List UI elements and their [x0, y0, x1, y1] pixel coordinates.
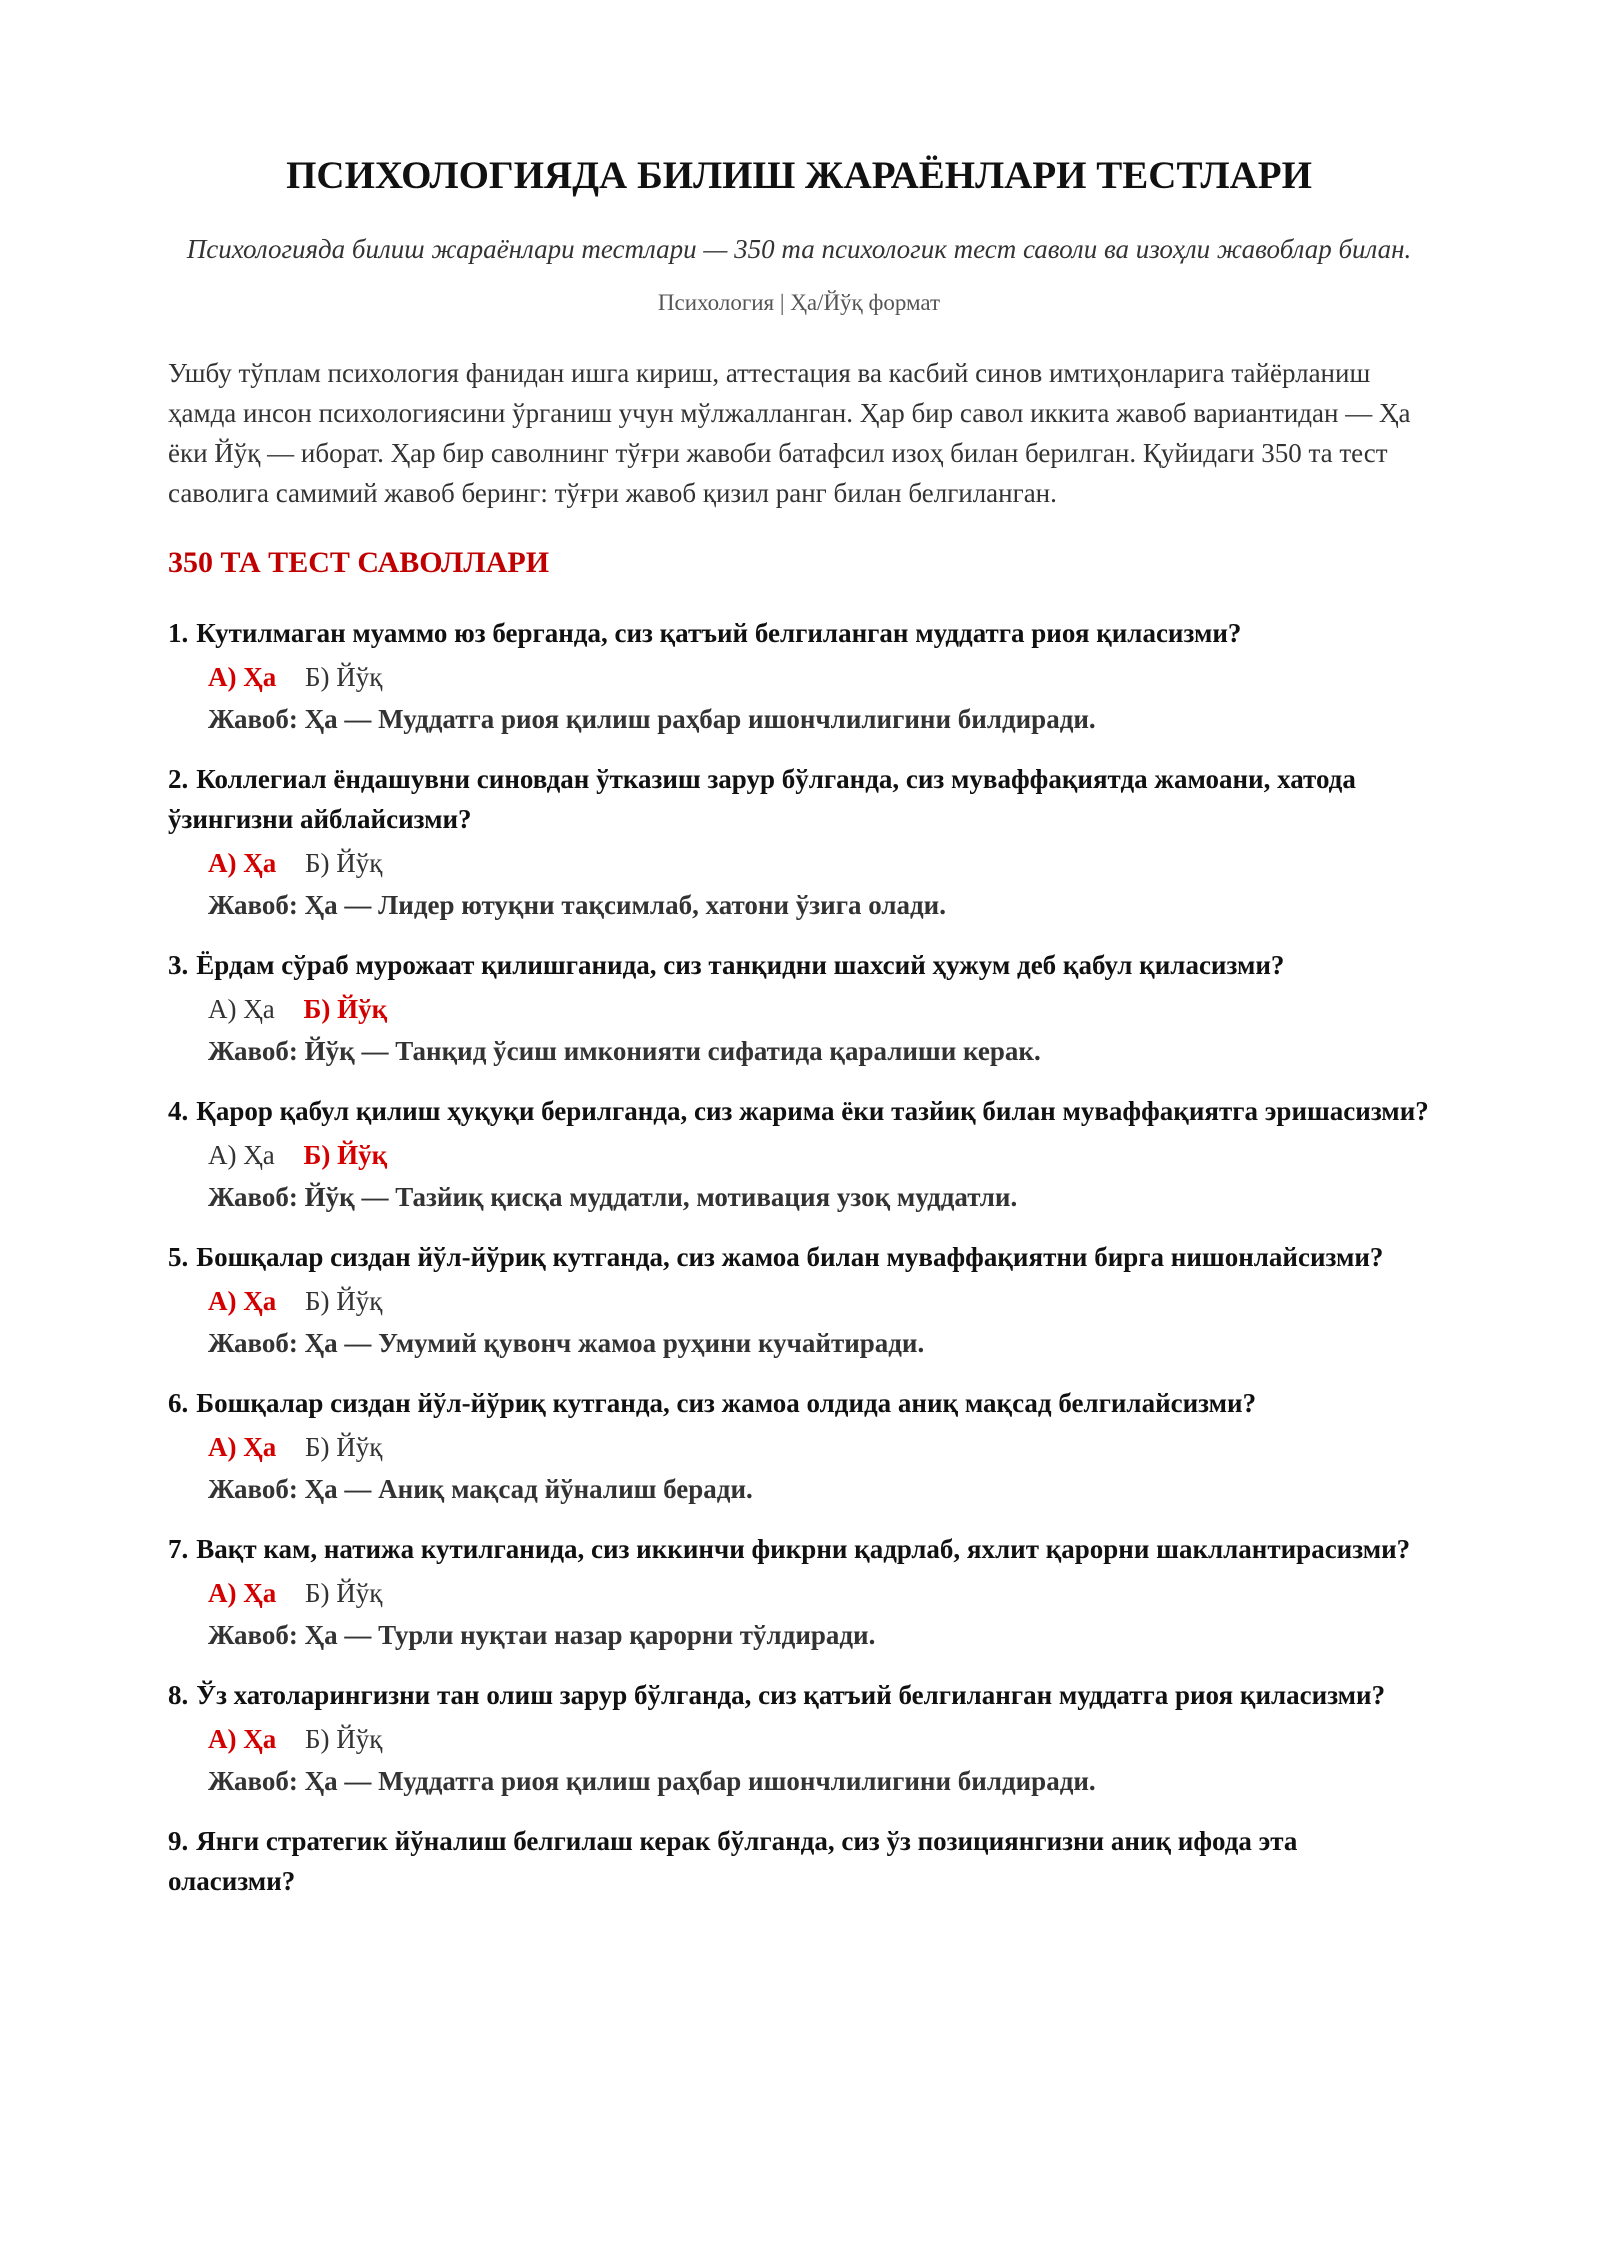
question-text [168, 1237, 1430, 1277]
document-subtitle: Психологияда билиш жараёнлари тестлари — 350 та психологик тест саволи ва изоҳли жавоблар билан. [186, 234, 1412, 264]
question-number: 5. [168, 1242, 189, 1272]
option-a[interactable]: А) Ҳа [208, 662, 277, 692]
answer-explanation: Жавоб: Ҳа — Муддатга риоя қилиш раҳбар ишончлилигини билдиради. [208, 1766, 1096, 1796]
question-text [168, 1675, 1430, 1715]
answer-options [208, 1135, 1430, 1175]
option-b[interactable]: Б) Йўқ [305, 848, 383, 878]
intro-paragraph: Ушбу тўплам психология фанидан ишга кириш, аттестация ва касбий синов имтиҳонларига тайёрланиш ҳамда инсон психологиясини ўрганиш учун мўлжалланган. Ҳар бир савол иккита жавоб вариантидан — Ҳа ёки Йўқ — иборат. Ҳар бир саволнинг тўғри жавоби батафсил изоҳ билан берилган. Қуйидаги 350 та тест саволига самимий жавоб беринг: тўғри жавоб қизил ранг билан белгиланган. [168, 358, 1411, 508]
option-b[interactable]: Б) Йўқ [305, 1578, 383, 1608]
question-number: 6. [168, 1388, 189, 1418]
answer-options [208, 657, 1430, 697]
option-a[interactable]: А) Ҳа [208, 994, 275, 1024]
question-text [168, 1091, 1430, 1131]
document-meta: Психология | Ҳа/Йўқ формат [657, 290, 941, 315]
question-number: 4. [168, 1096, 189, 1126]
question-item [168, 1383, 1430, 1509]
option-a[interactable]: А) Ҳа [208, 1286, 277, 1316]
question-body: Янги стратегик йўналиш белгилаш керак бўлганда, сиз ўз позициянгизни аниқ ифода эта оласизми? [168, 1826, 1298, 1896]
question-body: Бошқалар сиздан йўл-йўриқ кутганда, сиз жамоа билан муваффақиятни бирга нишонлайсизми? [196, 1242, 1384, 1272]
question-number: 8. [168, 1680, 189, 1710]
question-number: 2. [168, 764, 189, 794]
question-item [168, 1529, 1430, 1655]
question-text [168, 759, 1430, 839]
document-title: ПСИХОЛОГИЯДА БИЛИШ ЖАРАЁНЛАРИ ТЕСТЛАРИ [286, 154, 1312, 197]
answer-options [208, 1427, 1430, 1467]
option-a[interactable]: А) Ҳа [208, 1578, 277, 1608]
option-a[interactable]: А) Ҳа [208, 1724, 277, 1754]
question-body: Кутилмаган муаммо юз берганда, сиз қатъий белгиланган муддатга риоя қиласизми? [196, 618, 1242, 648]
question-item [168, 1675, 1430, 1801]
answer-options [208, 1573, 1430, 1613]
question-body: Ўз хатоларингизни тан олиш зарур бўлганда, сиз қатъий белгиланган муддатга риоя қиласизми? [196, 1680, 1386, 1710]
question-text [168, 945, 1430, 985]
question-item [168, 945, 1430, 1071]
question-number: 7. [168, 1534, 189, 1564]
question-number: 9. [168, 1826, 189, 1856]
answer-explanation: Жавоб: Йўқ — Танқид ўсиш имконияти сифатида қаралиши керак. [208, 1036, 1041, 1066]
document-page [168, 150, 1430, 1921]
question-body: Қарор қабул қилиш ҳуқуқи берилганда, сиз жарима ёки тазйиқ билан муваффақиятга эришасизми? [196, 1096, 1429, 1126]
answer-explanation: Жавоб: Ҳа — Муддатга риоя қилиш раҳбар ишончлилигини билдиради. [208, 704, 1096, 734]
answer-explanation: Жавоб: Ҳа — Лидер ютуқни тақсимлаб, хатони ўзига олади. [208, 890, 946, 920]
question-text [168, 1383, 1430, 1423]
answer-options [208, 1281, 1430, 1321]
answer-explanation: Жавоб: Ҳа — Турли нуқтаи назар қарорни тўлдиради. [208, 1620, 876, 1650]
option-b[interactable]: Б) Йўқ [305, 1432, 383, 1462]
question-body: Бошқалар сиздан йўл-йўриқ кутганда, сиз жамоа олдида аниқ мақсад белгилайсизми? [196, 1388, 1257, 1418]
question-body: Ёрдам сўраб мурожаат қилишганида, сиз танқидни шахсий ҳужум деб қабул қиласизми? [196, 950, 1285, 980]
question-body: Коллегиал ёндашувни синовдан ўтказиш зарур бўлганда, сиз муваффақиятда жамоани, хатода ўзингизни айблайсизми? [168, 764, 1356, 834]
answer-options [208, 1719, 1430, 1759]
question-item [168, 1091, 1430, 1217]
answer-explanation: Жавоб: Ҳа — Аниқ мақсад йўналиш беради. [208, 1474, 753, 1504]
answer-explanation: Жавоб: Йўқ — Тазйиқ қисқа муддатли, мотивация узоқ муддатли. [208, 1182, 1018, 1212]
question-item [168, 1237, 1430, 1363]
option-a[interactable]: А) Ҳа [208, 1140, 275, 1170]
question-text [168, 613, 1430, 653]
option-a[interactable]: А) Ҳа [208, 848, 277, 878]
question-item [168, 1821, 1430, 1901]
question-text [168, 1821, 1430, 1901]
answer-options [208, 989, 1430, 1029]
question-text [168, 1529, 1430, 1569]
question-item [168, 759, 1430, 925]
section-heading: 350 ТА ТЕСТ САВОЛЛАРИ [168, 546, 550, 579]
question-number: 1. [168, 618, 189, 648]
option-a[interactable]: А) Ҳа [208, 1432, 277, 1462]
option-b[interactable]: Б) Йўқ [305, 1286, 383, 1316]
option-b[interactable]: Б) Йўқ [305, 662, 383, 692]
answer-options [208, 843, 1430, 883]
question-list [168, 613, 1430, 1901]
question-body: Вақт кам, натижа кутилганида, сиз иккинчи фикрни қадрлаб, яхлит қарорни шакллантирасизми? [196, 1534, 1411, 1564]
answer-explanation: Жавоб: Ҳа — Умумий қувонч жамоа руҳини кучайтиради. [208, 1328, 925, 1358]
option-b[interactable]: Б) Йўқ [303, 994, 388, 1024]
option-b[interactable]: Б) Йўқ [305, 1724, 383, 1754]
question-item [168, 613, 1430, 739]
question-number: 3. [168, 950, 189, 980]
option-b[interactable]: Б) Йўқ [303, 1140, 388, 1170]
